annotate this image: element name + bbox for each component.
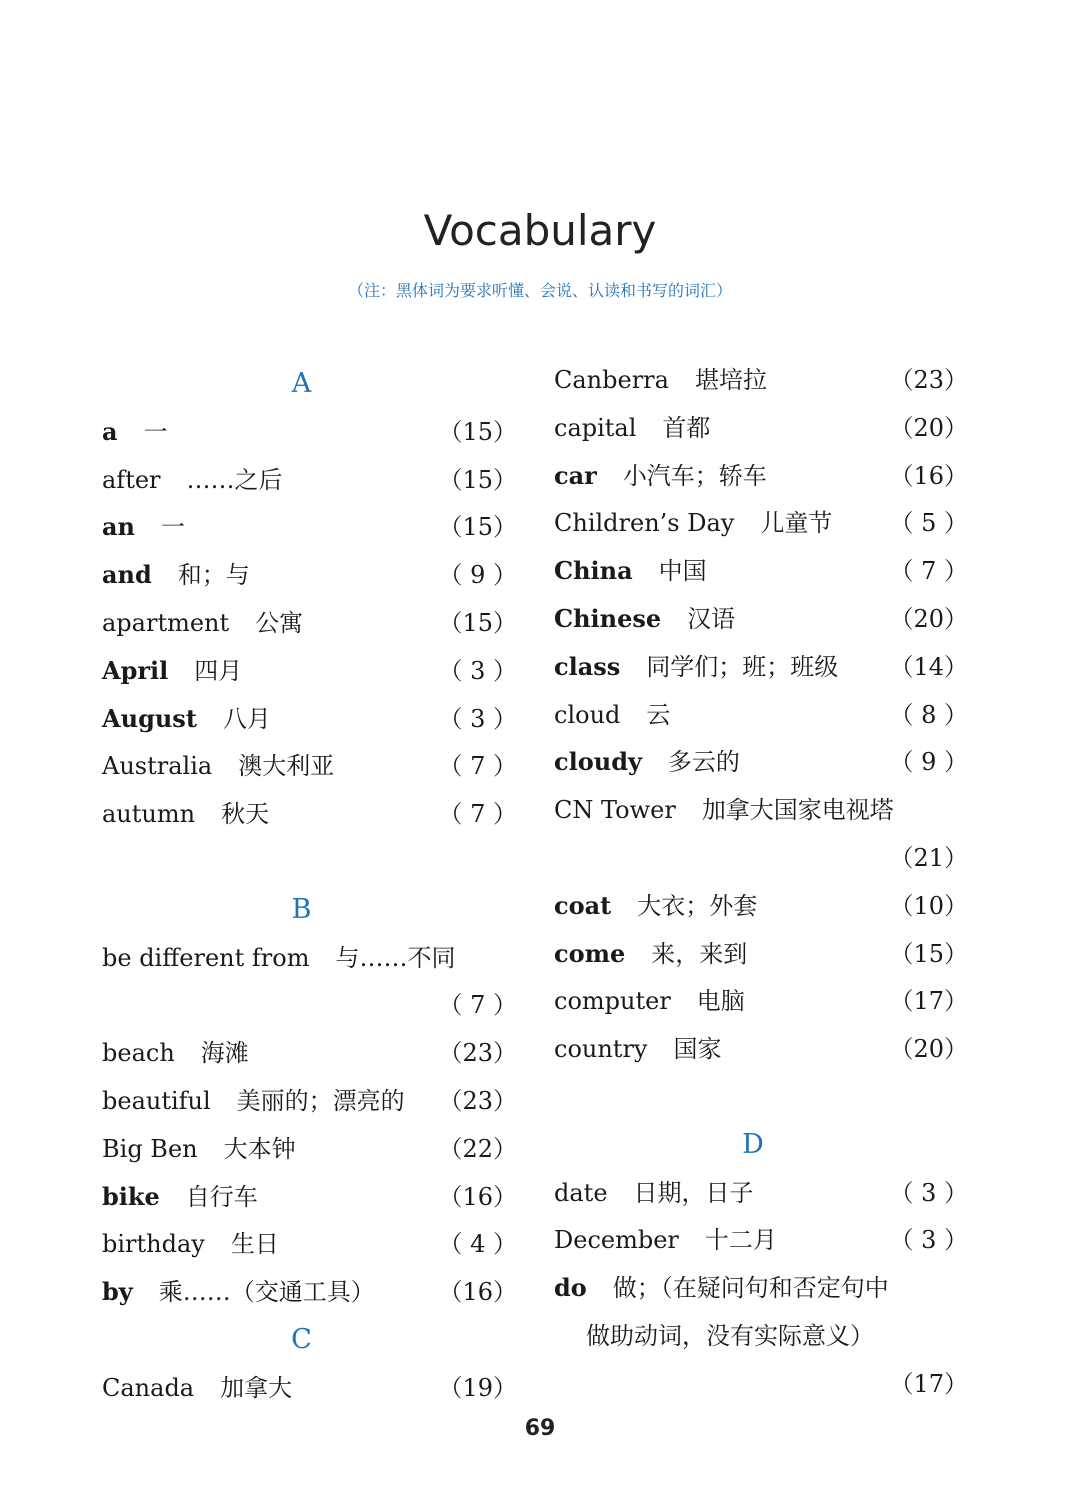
vocab-entry (102, 1177, 517, 1217)
vocab-meaning: 公寓 (255, 609, 304, 637)
vocab-word: December (554, 1226, 679, 1255)
section-letter: C (291, 1324, 312, 1355)
vocab-page-ref: （ 8 ） (889, 700, 968, 729)
vocab-meaning: 加拿大国家电视塔 (701, 796, 894, 825)
vocab-word: date (554, 1178, 608, 1207)
vocab-meaning: 多云的 (667, 748, 740, 777)
vocab-meaning: 八月 (222, 704, 271, 733)
vocab-page-ref: （23） (438, 1087, 517, 1115)
vocab-page-ref: （23） (889, 366, 968, 394)
vocab-word: cloud (554, 700, 621, 729)
section-letter: D (742, 1128, 764, 1160)
vocab-continuation (102, 985, 517, 1025)
vocab-page-ref: （16） (438, 1182, 517, 1211)
vocab-page-ref: （ 7 ） (438, 752, 517, 781)
vocab-meaning: 云 (646, 700, 671, 729)
vocab-word: be different from (102, 943, 310, 972)
vocab-word: birthday (102, 1230, 205, 1259)
vocab-entry (102, 938, 517, 978)
vocab-word: come (554, 938, 626, 968)
vocab-meaning: 加拿大 (220, 1373, 293, 1402)
vocab-meaning: 同学们；班；班级 (646, 652, 839, 681)
vocab-page-ref: （20） (889, 413, 968, 442)
vocab-word: beautiful (102, 1087, 211, 1115)
vocab-page-ref: （15） (438, 513, 517, 542)
vocab-entry (554, 742, 968, 782)
vocab-entry (102, 507, 517, 547)
vocab-page-ref: （17） (889, 987, 968, 1016)
vocab-entry (102, 794, 517, 834)
vocab-word: capital (554, 413, 637, 442)
vocab-word: by (102, 1277, 133, 1307)
vocab-entry (102, 460, 517, 500)
section-letter: B (291, 893, 312, 925)
vocab-page-ref: （ 4 ） (438, 1230, 517, 1259)
vocab-meaning: 大本钟 (223, 1134, 296, 1163)
vocab-meaning: 美丽的；漂亮的 (236, 1087, 405, 1115)
vocab-entry (102, 1129, 517, 1169)
vocab-page-ref: （ 3 ） (889, 1178, 968, 1207)
vocab-entry (102, 1272, 517, 1312)
vocab-page-ref: （15） (889, 939, 968, 968)
vocab-page-ref: （ 3 ） (438, 704, 517, 733)
vocab-word: coat (554, 890, 612, 920)
vocab-word: after (102, 465, 161, 494)
vocab-entry (102, 412, 517, 452)
vocab-entry (554, 503, 968, 543)
vocab-word: CN Tower (554, 796, 676, 825)
vocab-page-ref: （20） (889, 1035, 968, 1064)
vocab-meaning: 汉语 (687, 605, 736, 633)
vocab-page-ref: （16） (438, 1278, 517, 1307)
vocab-entry (102, 1081, 517, 1121)
vocab-entry (554, 790, 968, 830)
vocab-meaning: 堪培拉 (694, 366, 767, 394)
vocabulary-note: （注：黑体词为要求听懂、会说、认读和书写的词汇） (347, 281, 732, 300)
vocab-page-ref: （20） (889, 605, 968, 633)
vocab-page-ref: （21） (889, 844, 968, 872)
vocab-meaning: 海滩 (200, 1039, 249, 1068)
vocab-page-ref: （17） (889, 1369, 968, 1398)
vocab-entry (554, 647, 968, 687)
vocab-page-ref: （16） (889, 461, 968, 490)
vocab-page-ref: （ 9 ） (889, 748, 968, 777)
vocab-meaning: 澳大利亚 (238, 752, 335, 781)
vocab-word: Australia (102, 752, 213, 781)
vocab-page-ref: （ 3 ） (438, 656, 517, 685)
vocab-meaning: 与……不同 (335, 943, 456, 972)
vocab-meaning: 小汽车；轿车 (622, 461, 767, 490)
vocab-page-ref: （14） (889, 652, 968, 681)
vocab-entry (554, 1029, 968, 1069)
vocab-entry (554, 886, 968, 926)
vocab-entry (554, 934, 968, 974)
vocab-page-ref: （ 3 ） (889, 1226, 968, 1255)
vocab-meaning: 来，来到 (651, 939, 748, 968)
vocab-entry (102, 555, 517, 595)
vocab-meaning: 首都 (662, 413, 711, 442)
vocab-entry (554, 1173, 968, 1213)
vocab-word: a (102, 416, 118, 446)
vocab-word: apartment (102, 609, 230, 637)
vocab-meaning: 一 (161, 513, 185, 542)
vocab-meaning-continued: 做助动词，没有实际意义） (586, 1322, 874, 1350)
vocab-page-ref: （ 7 ） (889, 557, 968, 586)
vocab-word: an (102, 512, 135, 542)
vocab-word: and (102, 560, 152, 590)
vocab-word: Canada (102, 1373, 195, 1402)
vocab-entry (102, 1033, 517, 1073)
vocab-meaning: 十二月 (704, 1226, 777, 1255)
vocab-entry (102, 746, 517, 786)
vocab-meaning: 四月 (194, 656, 243, 685)
vocab-page-ref: （10） (889, 891, 968, 920)
vocab-word: do (554, 1273, 587, 1303)
vocab-entry (102, 699, 517, 739)
vocab-continuation (554, 1316, 968, 1356)
vocab-meaning: 电脑 (696, 987, 745, 1016)
vocab-entry (554, 360, 968, 400)
vocab-continuation (554, 1364, 968, 1404)
vocab-meaning: 儿童节 (760, 509, 833, 538)
vocab-page-ref: （15） (438, 465, 517, 494)
page-title: Vocabulary (423, 206, 657, 255)
vocab-page-ref: （22） (438, 1134, 517, 1163)
vocab-word: Children’s Day (554, 509, 735, 538)
vocab-entry (554, 695, 968, 735)
vocab-meaning: 一 (143, 417, 168, 446)
vocab-page-ref: （ 7 ） (438, 991, 517, 1020)
vocab-meaning: 自行车 (185, 1182, 258, 1211)
vocab-meaning: 秋天 (221, 800, 270, 829)
vocab-page-ref: （ 5 ） (889, 509, 968, 538)
vocab-page-ref: （19） (438, 1373, 517, 1402)
vocab-entry (554, 456, 968, 496)
vocab-word: China (554, 556, 633, 586)
page-number: 69 (524, 1416, 556, 1441)
vocab-word: August (102, 703, 197, 733)
vocab-meaning: 和；与 (177, 561, 250, 590)
vocab-meaning: 国家 (673, 1035, 722, 1064)
vocab-entry (554, 981, 968, 1021)
vocab-page-ref: （15） (438, 609, 517, 637)
vocab-word: bike (102, 1181, 160, 1211)
vocab-continuation (554, 838, 968, 878)
vocab-word: Chinese (554, 604, 662, 633)
vocab-entry (102, 603, 517, 643)
vocab-page-ref: （23） (438, 1039, 517, 1068)
vocab-entry (102, 1224, 517, 1264)
vocab-word: country (554, 1035, 648, 1064)
vocab-page-ref: （ 7 ） (438, 800, 517, 829)
vocab-meaning: 中国 (658, 557, 707, 586)
vocab-entry (554, 599, 968, 639)
vocab-entry (102, 651, 517, 691)
vocab-entry (102, 1368, 517, 1408)
vocab-meaning: 做；（在疑问句和否定句中 (612, 1274, 889, 1303)
vocab-word: class (554, 651, 621, 681)
vocab-entry (554, 1268, 968, 1308)
vocab-page-ref: （15） (438, 417, 517, 446)
vocab-meaning: 大衣；外套 (637, 891, 758, 920)
vocab-word: beach (102, 1039, 175, 1068)
vocab-entry (554, 551, 968, 591)
vocab-page-ref: （ 9 ） (438, 561, 517, 590)
vocab-word: autumn (102, 800, 196, 829)
vocab-meaning: 日期，日子 (633, 1178, 754, 1207)
vocab-word: car (554, 460, 597, 490)
vocab-meaning: 生日 (230, 1230, 279, 1259)
vocab-word: Big Ben (102, 1134, 198, 1163)
vocab-meaning: 乘……（交通工具） (158, 1278, 375, 1307)
vocab-meaning: ……之后 (186, 465, 283, 494)
vocab-word: computer (554, 987, 671, 1016)
vocab-word: Canberra (554, 366, 669, 394)
vocab-word: April (102, 655, 169, 685)
section-letter: A (291, 368, 312, 399)
vocab-entry (554, 408, 968, 448)
vocab-entry (554, 1220, 968, 1260)
vocab-word: cloudy (554, 747, 642, 777)
